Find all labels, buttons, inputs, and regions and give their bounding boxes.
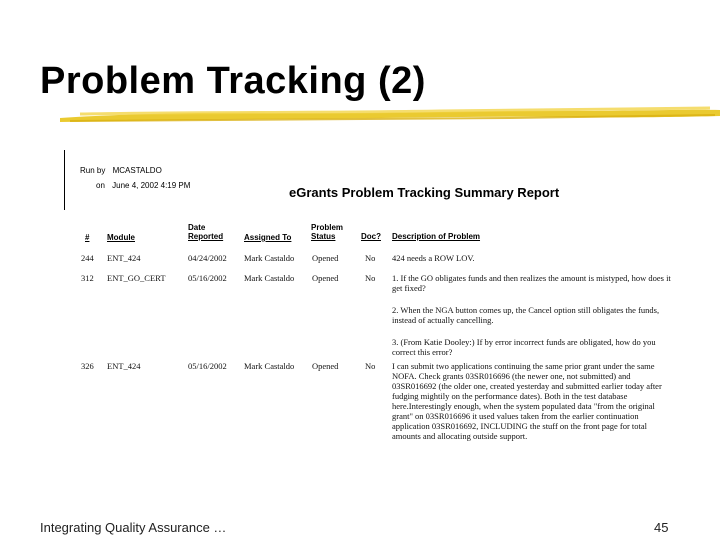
row-3-module: ENT_424 xyxy=(107,361,141,371)
row-1-doc: No xyxy=(365,253,376,263)
col-header-date: Date Reported xyxy=(188,223,224,241)
row-1-description: 424 needs a ROW LOV. xyxy=(392,253,475,263)
row-1-num: 244 xyxy=(81,253,94,263)
col-header-status: Problem Status xyxy=(311,223,344,241)
col-header-num: # xyxy=(85,233,90,242)
row-2-assigned-to: Mark Castaldo xyxy=(244,273,295,283)
row-1-module: ENT_424 xyxy=(107,253,141,263)
report-title: eGrants Problem Tracking Summary Report xyxy=(289,185,560,200)
row-2-description: 1. If the GO obligates funds and then realizes the amount is mistyped, how does it get fixed? 2. When the NGA button comes up, the Cancel option still obligates the funds, instead of actually cancelling. 3. (From Katie Dooley:) If by error incorrect funds are obligated, how do you correct this error? xyxy=(392,273,671,357)
footer-page-number: 45 xyxy=(654,520,669,535)
row-1-status: Opened xyxy=(312,253,339,263)
run-on-value: June 4, 2002 4:19 PM xyxy=(112,181,191,190)
row-2-module: ENT_GO_CERT xyxy=(107,273,166,283)
slide-title: Problem Tracking (2) xyxy=(40,60,426,102)
row-2-num: 312 xyxy=(81,273,94,283)
col-header-assigned-to: Assigned To xyxy=(244,233,292,242)
col-header-description: Description of Problem xyxy=(392,232,481,241)
row-3-date: 05/16/2002 xyxy=(188,361,227,371)
row-1-assigned-to: Mark Castaldo xyxy=(244,253,295,263)
run-by-line xyxy=(80,166,162,175)
col-header-doc: Doc? xyxy=(361,232,381,241)
row-3-description: I can submit two applications continuing the same prior grant under the same NOFA. Check grants 03SR016696 (the newer one, not submitted) and 03SR016692 (the older one, created yesterday and submitted earlier today after fudging mightily on the performance dates). Both in the test database here.Interestingly enough, when the system populated data "from the original grant" on 03SR016696 it used values taken from the earlier continuation application 03SR016692, INCLUDING the stuff on the front page for total amounts and allocating outside support. xyxy=(392,361,662,441)
row-2-doc: No xyxy=(365,273,376,283)
row-1-date: 04/24/2002 xyxy=(188,253,227,263)
run-on-label: on xyxy=(96,181,105,190)
run-on-line xyxy=(96,181,190,190)
row-3-assigned-to: Mark Castaldo xyxy=(244,361,295,371)
row-3-status: Opened xyxy=(312,361,339,371)
col-header-module: Module xyxy=(107,233,135,242)
footer-presentation-title: Integrating Quality Assurance … xyxy=(40,520,227,535)
run-by-value: MCASTALDO xyxy=(112,166,162,175)
row-2-date: 05/16/2002 xyxy=(188,273,227,283)
run-by-label: Run by xyxy=(80,166,106,175)
report-left-border xyxy=(64,150,65,210)
row-2-status: Opened xyxy=(312,273,339,283)
row-3-doc: No xyxy=(365,361,376,371)
row-3-num: 326 xyxy=(81,361,94,371)
